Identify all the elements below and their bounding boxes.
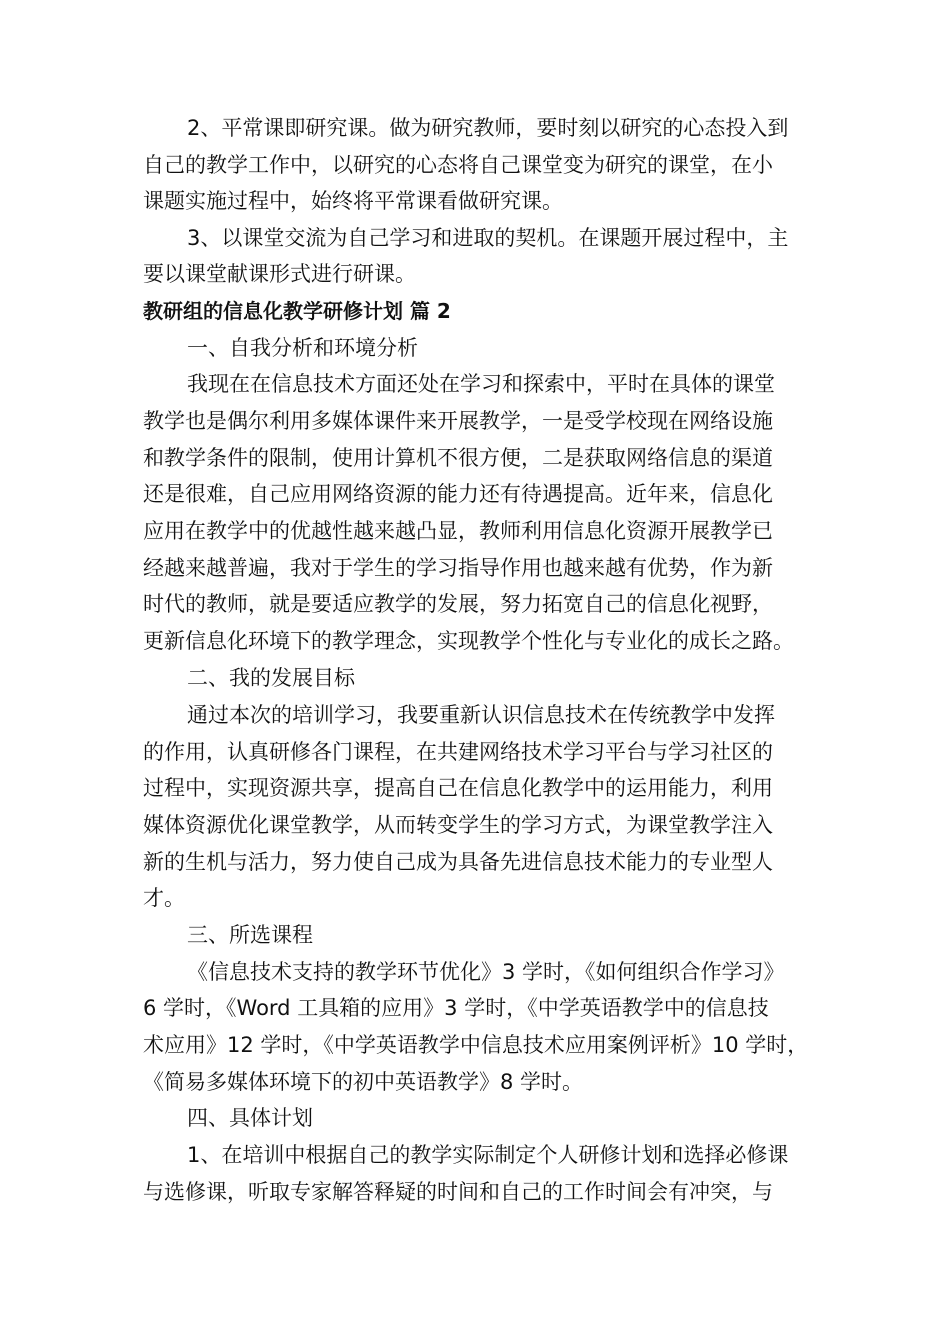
subheading-line: 二、我的发展目标 [187,666,355,690]
paragraph-line: 1、在培训中根据自己的教学实际制定个人研修计划和选择必修课 [187,1143,789,1167]
paragraph-line: 经越来越普遍，我对于学生的学习指导作用也越来越有优势，作为新 [143,556,773,580]
paragraph-line: 更新信息化环境下的教学理念，实现教学个性化与专业化的成长之路。 [143,629,794,653]
section-heading: 教研组的信息化教学研修计划 篇 2 [143,299,451,323]
paragraph-line: 的作用，认真研修各门课程，在共建网络技术学习平台与学习社区的 [143,740,773,764]
paragraph-line: 和教学条件的限制，使用计算机不很方便，二是获取网络信息的渠道 [143,446,773,470]
subheading-line: 一、自我分析和环境分析 [187,336,418,360]
paragraph-line: 自己的教学工作中，以研究的心态将自己课堂变为研究的课堂，在小 [143,153,773,177]
paragraph-line: 6 学时，《Word 工具箱的应用》3 学时，《中学英语教学中的信息技 [143,996,769,1020]
paragraph-line: 要以课堂献课形式进行研课。 [143,262,416,286]
paragraph-line: 《信息技术支持的教学环节优化》3 学时，《如何组织合作学习》 [187,960,785,984]
paragraph-line: 应用在教学中的优越性越来越凸显，教师利用信息化资源开展教学已 [143,519,773,543]
paragraph-line: 通过本次的培训学习，我要重新认识信息技术在传统教学中发挥 [187,703,775,727]
paragraph-line: 新的生机与活力，努力使自己成为具备先进信息技术能力的专业型人 [143,850,773,874]
paragraph-line: 2、平常课即研究课。做为研究教师，要时刻以研究的心态投入到 [187,116,789,140]
paragraph-line: 术应用》12 学时，《中学英语教学中信息技术应用案例评析》10 学时， [143,1033,809,1057]
paragraph-line: 《简易多媒体环境下的初中英语教学》8 学时。 [143,1070,584,1094]
paragraph-line: 才。 [143,886,185,910]
paragraph-line: 与选修课，听取专家解答释疑的时间和自己的工作时间会有冲突，与 [143,1180,773,1204]
paragraph-line: 我现在在信息技术方面还处在学习和探索中，平时在具体的课堂 [187,372,775,396]
paragraph-line: 还是很难，自己应用网络资源的能力还有待遇提高。近年来，信息化 [143,482,773,506]
paragraph-line: 时代的教师，就是要适应教学的发展，努力拓宽自己的信息化视野， [143,592,773,616]
subheading-line: 三、所选课程 [187,923,313,947]
paragraph-line: 3、以课堂交流为自己学习和进取的契机。在课题开展过程中，主 [187,226,789,250]
paragraph-line: 教学也是偶尔利用多媒体课件来开展教学，一是受学校现在网络设施 [143,409,773,433]
subheading-line: 四、具体计划 [187,1106,313,1130]
paragraph-line: 课题实施过程中，始终将平常课看做研究课。 [143,189,563,213]
paragraph-line: 媒体资源优化课堂教学，从而转变学生的学习方式，为课堂教学注入 [143,813,773,837]
paragraph-line: 过程中，实现资源共享，提高自己在信息化教学中的运用能力，利用 [143,776,773,800]
